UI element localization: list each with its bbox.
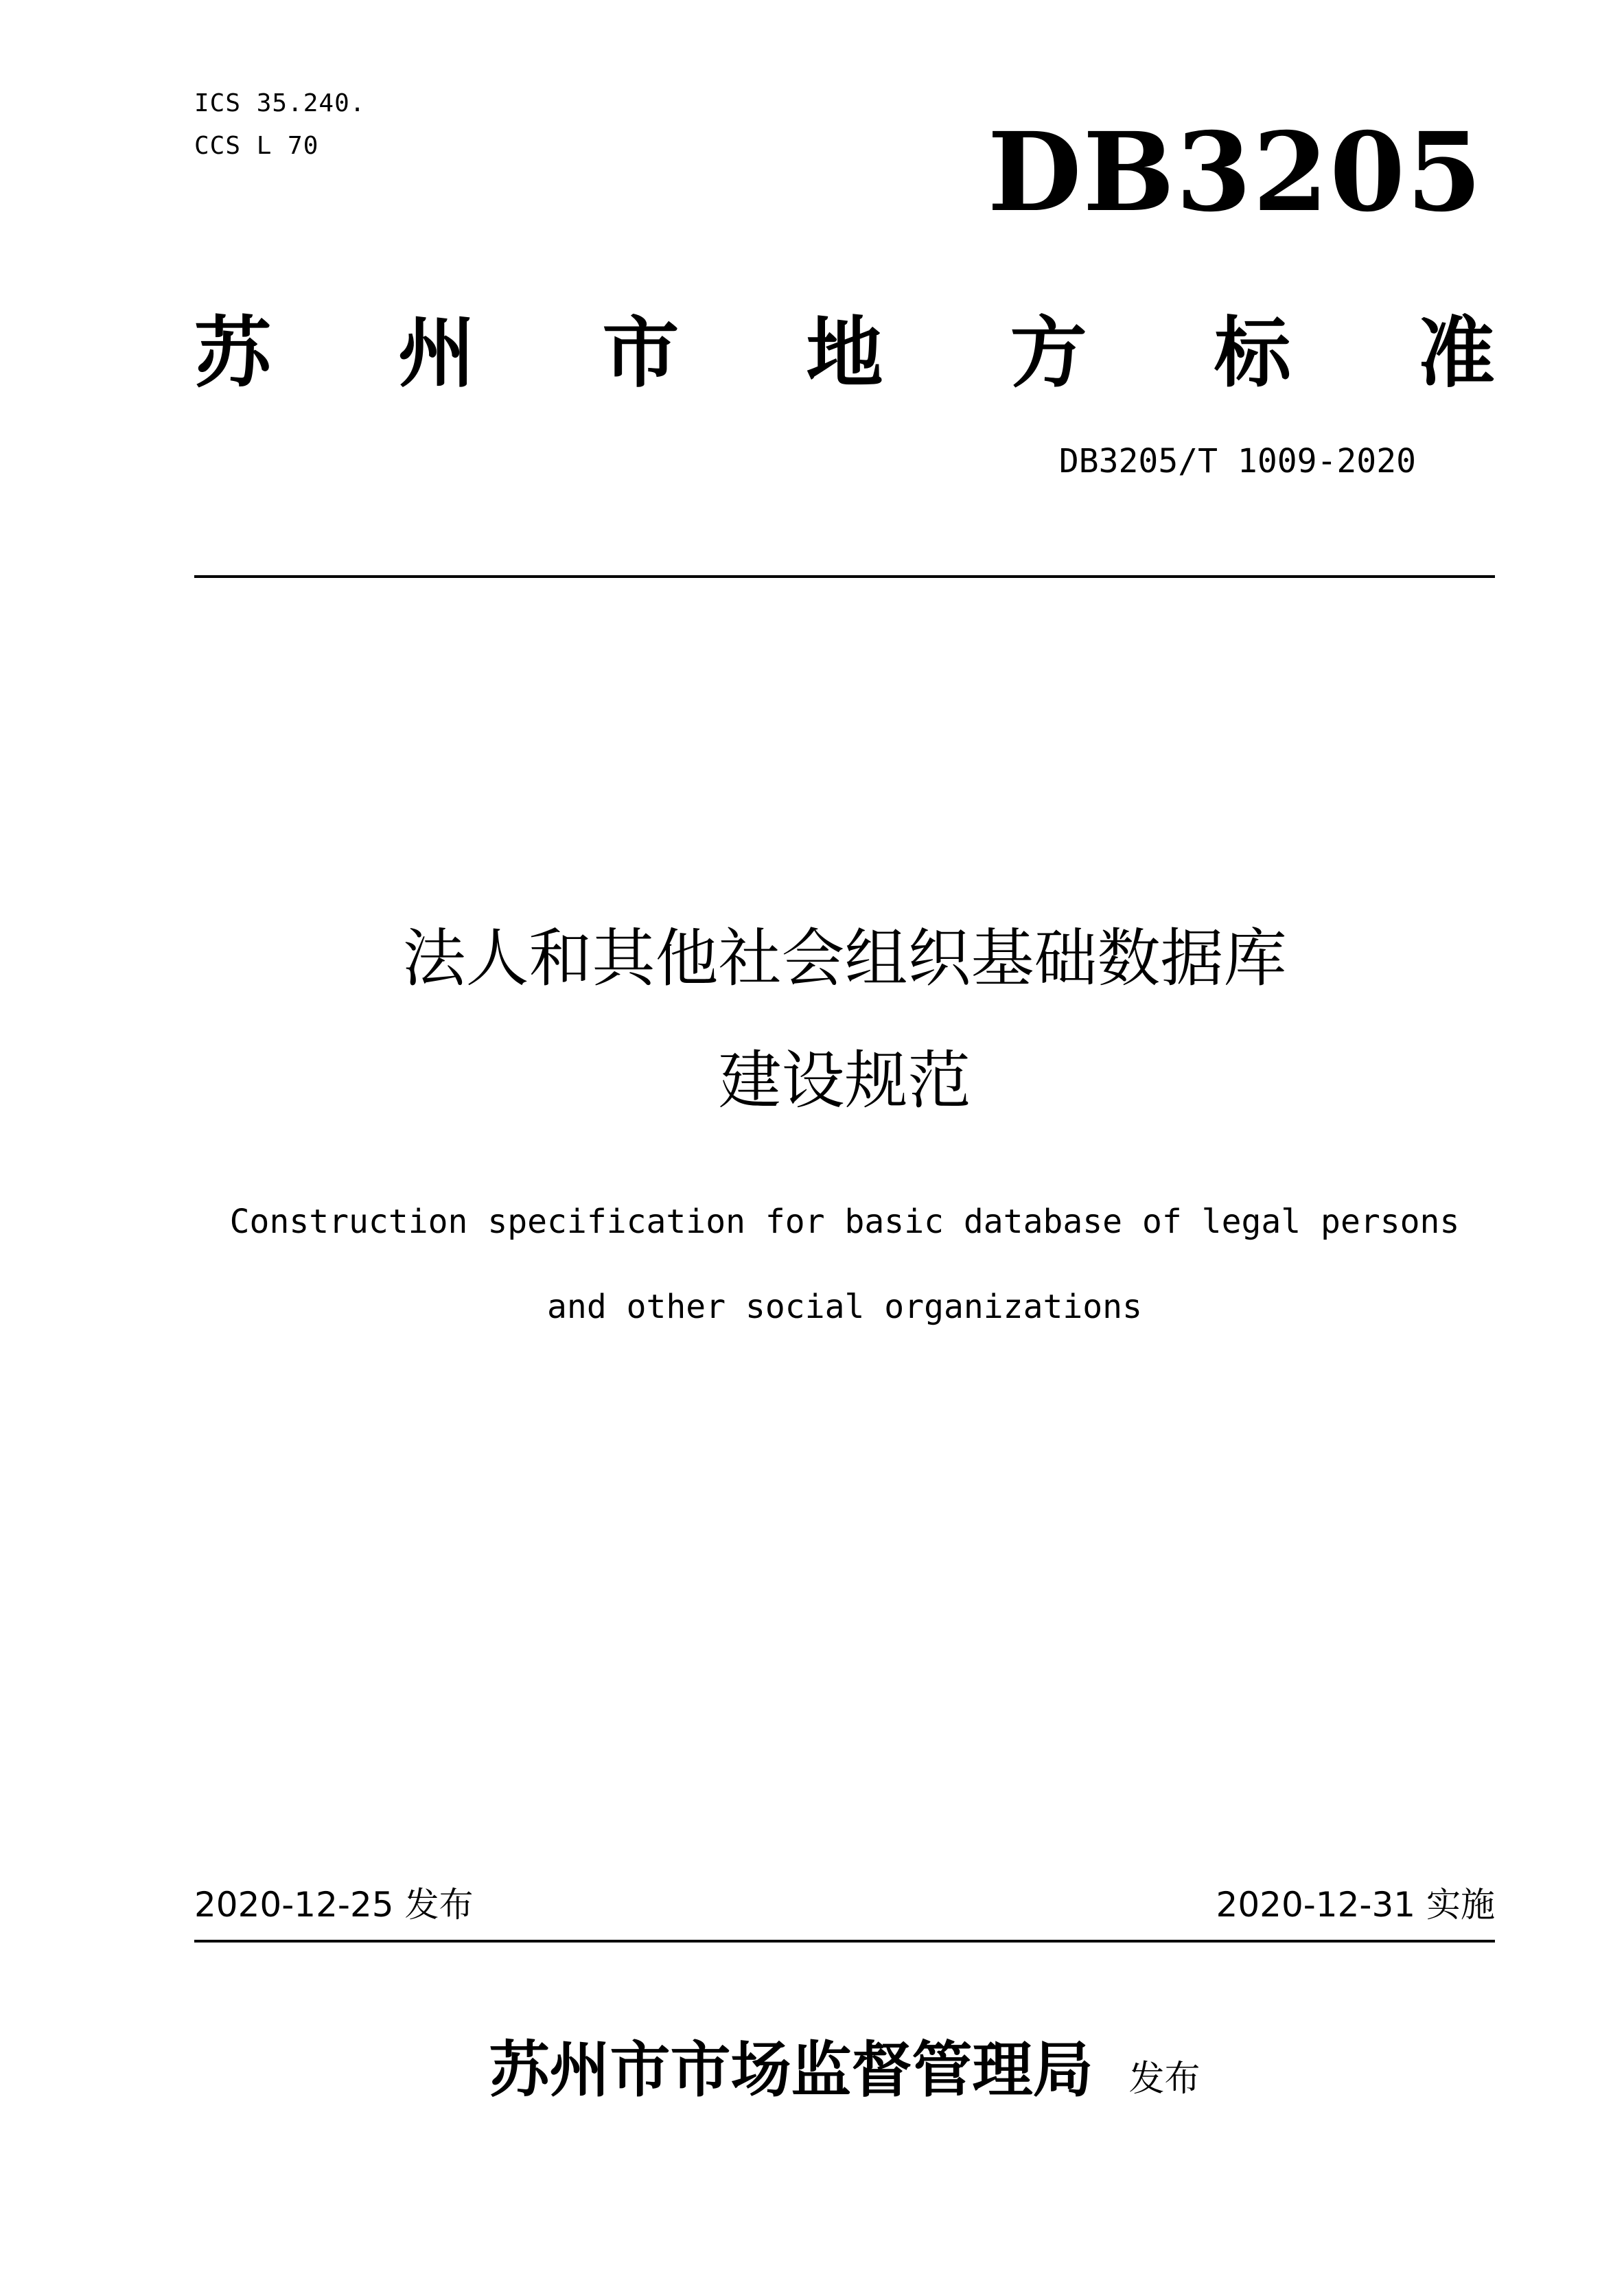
- standard-type-char: 地: [806, 308, 883, 398]
- title-english-line-1: Construction specification for basic database of legal persons: [229, 1203, 1460, 1241]
- bottom-divider: [194, 1940, 1495, 1943]
- standard-type-char: 方: [1010, 308, 1087, 398]
- classification-codes: [194, 82, 365, 167]
- ics-code: ICS 35.240.: [194, 89, 366, 117]
- standard-type-heading: [194, 288, 1495, 405]
- issuer-suffix: 发布: [1128, 2059, 1200, 2100]
- implementation-date: 2020-12-31 实施: [1216, 1885, 1495, 1925]
- issuer-block: [194, 2032, 1495, 2107]
- standard-type-char: 标: [1214, 308, 1291, 398]
- standard-type-char: 苏: [194, 308, 271, 398]
- ccs-code: CCS L 70: [194, 132, 319, 160]
- issuer-name: 苏州市市场监督管理局: [489, 2034, 1093, 2105]
- title-english-line-2: and other social organizations: [547, 1288, 1142, 1326]
- standard-brand-code: DB3205: [987, 109, 1483, 236]
- title-chinese-line-1: 法人和其他社会组织基础数据库: [402, 922, 1287, 995]
- standard-type-char: 市: [602, 308, 680, 398]
- standard-type-char: 准: [1417, 308, 1495, 398]
- title-chinese-line-2: 建设规范: [718, 1044, 971, 1117]
- top-divider: [194, 575, 1495, 578]
- standard-type-char: 州: [398, 308, 476, 398]
- issue-date: 2020-12-25 发布: [194, 1885, 474, 1925]
- standard-number: DB3205/T 1009-2020: [1058, 442, 1416, 480]
